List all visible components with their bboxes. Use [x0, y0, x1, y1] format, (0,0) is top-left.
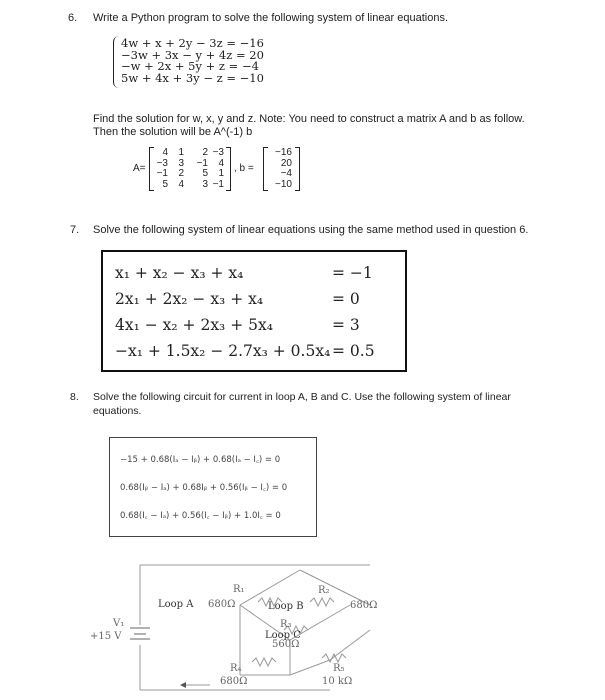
r1-value: 680Ω: [208, 599, 236, 610]
vector-b-right-bracket: [295, 147, 300, 191]
circuit-wire: [330, 630, 370, 660]
resistor-r5-zigzag: [322, 654, 346, 662]
matrix-a-row: [154, 148, 224, 159]
q6-prompt: Write a Python program to solve the following system of linear equations.: [93, 12, 449, 24]
resistor-r4-zigzag: [252, 658, 276, 666]
system-brace: [113, 36, 120, 88]
q6-eq-4: 5w + 4x + 3y − z = −10: [121, 70, 264, 85]
q6-number: 6.: [68, 12, 78, 24]
q7-eq-4-lhs: −x₁ + 1.5x₂ − 2.7x₃ + 0.5x₄: [115, 342, 331, 360]
matrix-a-cell: 5: [202, 168, 208, 179]
matrix-a-right-bracket: [226, 147, 231, 191]
matrix-a-cell: −1: [196, 157, 208, 169]
matrix-a-cell: −1: [156, 168, 168, 179]
vector-b-label: , b =: [234, 163, 254, 174]
matrix-a-row: [154, 180, 224, 191]
r3-value: 560Ω: [272, 639, 300, 650]
q8-eq-3: 0.68(I꜀ − Iₐ) + 0.56(I꜀ − Iᵦ) + 1.0I꜀ = 0: [120, 511, 281, 521]
matrix-a-cell: −3: [156, 157, 168, 169]
vector-b-cell: −4: [280, 168, 292, 179]
matrix-a-cell: 1: [178, 147, 184, 158]
resistor-r2-zigzag: [310, 598, 334, 606]
r2-value: 680Ω: [350, 600, 378, 611]
q7-equation-box: [101, 250, 407, 372]
loop-a-label: Loop A: [158, 599, 194, 610]
q8-prompt-2: equations.: [93, 405, 142, 417]
loop-c-arrow-head: [180, 682, 186, 688]
q8-equation-box: [109, 437, 317, 537]
r4-value: 680Ω: [220, 676, 248, 687]
q7-eq-2-rhs: = 0: [332, 290, 360, 308]
circuit-diagram: [0, 550, 605, 700]
q7-prompt: Solve the following system of linear equations using the same method used in question 6.: [93, 224, 529, 236]
q7-number: 7.: [70, 224, 80, 236]
q6-eq-3: −w + 2x + 5y + z = −4: [121, 59, 259, 73]
matrix-a: [154, 148, 224, 190]
r1-label: R₁: [233, 584, 245, 595]
q7-eq-3-rhs: = 3: [332, 316, 360, 334]
vector-b-cell: −10: [275, 178, 292, 190]
q7-eq-4-rhs: = 0.5: [332, 342, 375, 360]
loop-b-label: Loop B: [268, 601, 304, 612]
v1-value: +15 V: [90, 631, 122, 642]
r5-value: 10 kΩ: [322, 676, 353, 687]
q6-instruction-2: Then the solution will be A^(-1) b: [93, 126, 253, 138]
r4-label: R₄: [230, 663, 242, 674]
q7-eq-1-rhs: = −1: [332, 264, 373, 282]
matrix-a-cell: 5: [162, 178, 168, 190]
q6-eq-2: −3w + 3x − y + 4z = 20: [121, 47, 264, 62]
v1-label: V₁: [113, 618, 125, 629]
q6-equations: [121, 38, 264, 84]
matrix-a-cell: 1: [218, 168, 224, 179]
matrix-a-cell: 4: [162, 147, 168, 158]
vector-b: [266, 148, 292, 190]
matrix-a-cell: 4: [218, 157, 224, 169]
circuit-wire: [240, 570, 300, 605]
r5-label: R₅: [333, 663, 345, 674]
matrix-a-cell: −3: [212, 147, 224, 158]
q8-prompt-1: Solve the following circuit for current in loop A, B and C. Use the following system of linear: [93, 391, 511, 403]
vector-b-cell: −16: [275, 147, 292, 158]
q6-eq-1: 4w + x + 2y − 3z = −16: [121, 36, 264, 50]
q6-instruction-1: Find the solution for w, x, y and z. Note: You need to construct a matrix A and b as follow.: [93, 113, 525, 125]
matrix-a-cell: −1: [212, 178, 224, 190]
loop-c-label: Loop C: [265, 630, 301, 641]
q8-number: 8.: [70, 391, 79, 403]
matrix-a-cell: 2: [178, 168, 184, 179]
q8-eq-2: 0.68(Iᵦ − Iₐ) + 0.68Iᵦ + 0.56(Iᵦ − I꜀) = 0: [120, 483, 288, 493]
r3-label: R₃: [280, 619, 292, 630]
r2-label: R₂: [318, 585, 330, 596]
circuit-wire: [290, 660, 330, 675]
matrix-a-cell: 2: [202, 147, 208, 158]
matrix-a-cell: 3: [178, 157, 184, 169]
matrix-a-cell: 3: [202, 178, 208, 190]
matrix-a-row: [154, 169, 224, 180]
q8-eq-1: −15 + 0.68(Iₐ − Iᵦ) + 0.68(Iₐ − I꜀) = 0: [120, 455, 281, 465]
matrix-a-label: A=: [133, 163, 146, 174]
q7-eq-1-lhs: x₁ + x₂ − x₃ + x₄: [115, 264, 244, 282]
vector-b-cell: 20: [280, 157, 292, 169]
q7-eq-3-lhs: 4x₁ − x₂ + 2x₃ + 5x₄: [115, 316, 273, 334]
matrix-a-cell: 4: [178, 178, 184, 190]
q7-eq-2-lhs: 2x₁ + 2x₂ − x₃ + x₄: [115, 290, 264, 308]
